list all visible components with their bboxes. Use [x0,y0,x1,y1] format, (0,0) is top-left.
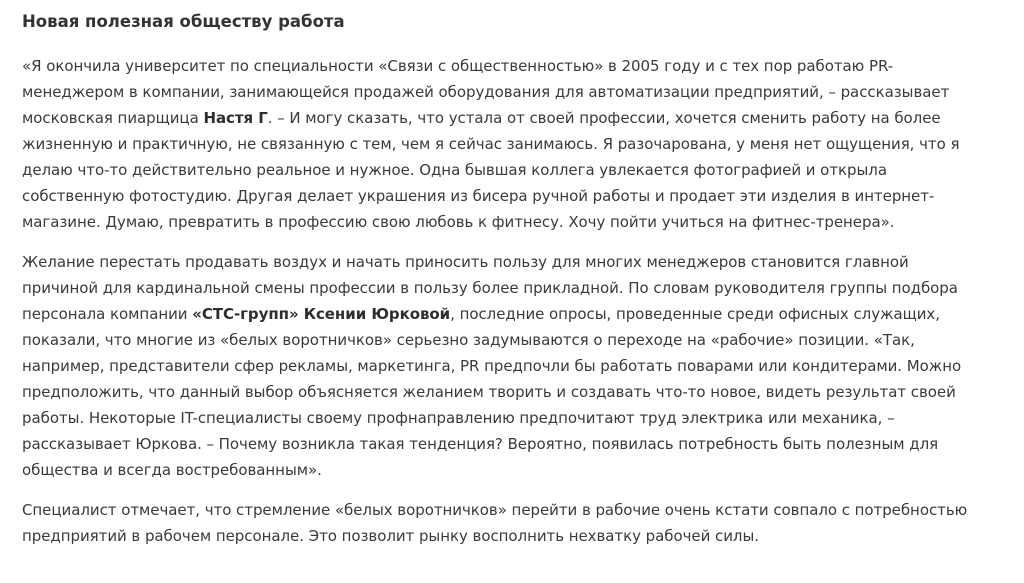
paragraph-line [22,53,1012,79]
paragraph-line [22,275,1012,301]
paragraph-line [22,157,1012,183]
paragraph-line [22,301,1012,327]
text-segment: рассказывает Юркова. – Почему возникла такая тенденция? Вероятно, появилась потребность быть полезным для [22,435,939,453]
paragraph-line [22,457,1012,483]
text-segment: собственную фотостудию. Другая делает украшения из бисера ручной работы и продает эти изделия в интернет- [22,187,935,205]
paragraph-line [22,523,1012,549]
paragraph-line [22,105,1012,131]
article [22,10,1012,563]
paragraph-line [22,379,1012,405]
text-segment: , последние опросы, проведенные среди офисных служащих, [450,305,940,323]
text-segment: причиной для кардинальной смены профессии в пользу более прикладной. По словам руководителя группы подбора [22,279,958,297]
text-segment: показали, что многие из «белых воротничков» серьезно задумываются о переходе на «рабочие» позиции. «Так, [22,331,915,349]
text-segment: «Я окончила университет по специальности «Связи с общественностью» в 2005 году и с тех пор работаю PR- [22,57,894,75]
paragraph-line [22,405,1012,431]
article-paragraph [22,249,1012,483]
article-paragraph [22,53,1012,235]
text-segment: предположить, что данный выбор объясняется желанием творить и создавать что-то новое, видеть результат своей [22,383,956,401]
text-segment: жизненную и практичную, не связанную с тем, чем я сейчас занимаюсь. Я разочарована, у меня нет ощущения, что я [22,135,960,153]
paragraph-line [22,431,1012,457]
bold-text: Настя Г [203,109,268,127]
paragraph-line [22,131,1012,157]
text-segment: менеджером в компании, занимающейся продажей оборудования для автоматизации предприятий, – рассказывает [22,83,950,101]
paragraph-line [22,497,1012,523]
text-segment: Специалист отмечает, что стремление «белых воротничков» перейти в рабочие очень кстати совпало с потребностью [22,501,968,519]
text-segment: . – И могу сказать, что устала от своей профессии, хочется сменить работу на более [267,109,941,127]
paragraph-line [22,249,1012,275]
text-segment: общества и всегда востребованным». [22,461,322,479]
article-body [22,53,1012,549]
paragraph-line [22,327,1012,353]
text-segment: магазине. Думаю, превратить в профессию свою любовь к фитнесу. Хочу пойти учиться на фитнес-тренера». [22,213,895,231]
bold-text: «СТС-групп» Ксении Юрковой [192,305,451,323]
text-segment: например, представители сфер рекламы, маркетинга, PR предпочли бы работать поварами или кондитерами. Можно [22,357,962,375]
paragraph-line [22,209,1012,235]
text-segment: московская пиарщица [22,109,204,127]
text-segment: Желание перестать продавать воздух и начать приносить пользу для многих менеджеров становится главной [22,253,909,271]
text-segment: работы. Некоторые IT-специалисты своему профнаправлению предпочитают труд электрика или механика, – [22,409,895,427]
article-paragraph [22,497,1012,549]
text-segment: делаю что-то действительно реальное и нужное. Одна бывшая коллега увлекается фотографией и открыла [22,161,887,179]
article-title: Новая полезная обществу работа [22,12,345,31]
paragraph-line [22,183,1012,209]
text-segment: персонала компании [22,305,193,323]
text-segment: предприятий в рабочем персонале. Это позволит рынку восполнить нехватку рабочей силы. [22,527,759,545]
paragraph-line [22,353,1012,379]
paragraph-line [22,79,1012,105]
